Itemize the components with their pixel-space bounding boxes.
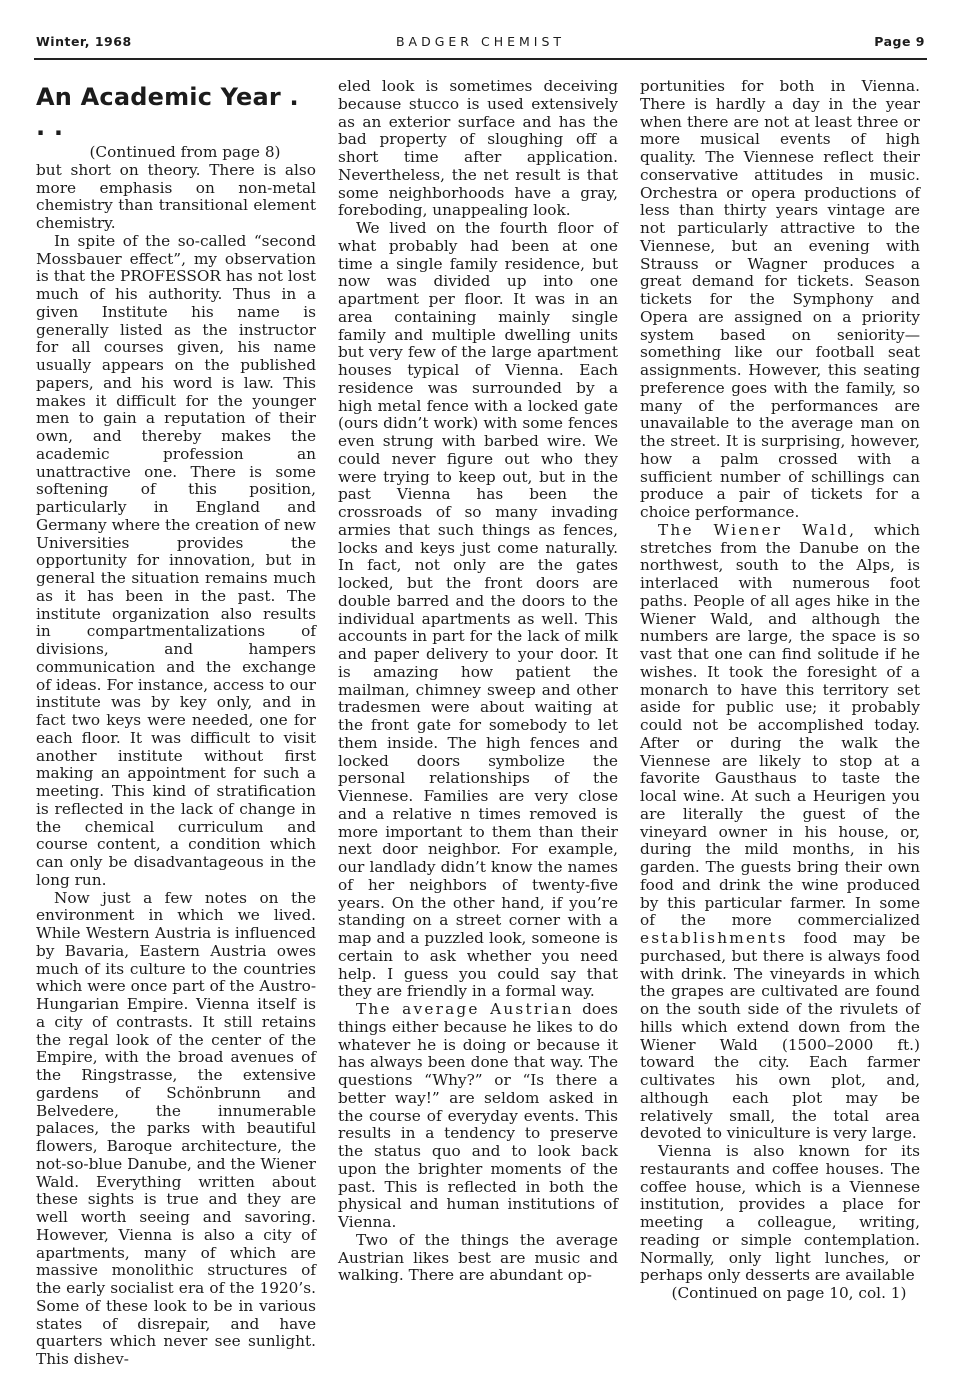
paragraph: eled look is sometimes deceiving because stucco is used extensively as an exterior surface and has the bad property of sloughing off a short time after application. Nevertheless, the net result is that some neighborhoods have a gray, foreboding, unappealing look.	[338, 77, 618, 220]
paragraph: Now just a few notes on the environment in which we lived. While Western Austria is influenced by Bavaria, Eastern Austria owes much of its culture to the countries which were once part of the Austro-Hungarian Empire. Vienna itself is a city of contrasts. It still retains the regal look of the center of the Empire, with the broad avenues of the Ringstrasse, the extensive gardens of Schönbrunn and Belvedere, the innumerable palaces, the parks with beautiful flowers, Baroque architecture, the not-so-blue Danube, and the Wiener Wald. Everything written about these sights is true and they are well worth seeing and savoring. However, Vienna is also a city of apartments, many of which are massive monolithic structures of the early socialist era of the 1920’s. Some of these look to be in various states of disrepair, and have quarters which never see sunlight. This dishev-	[36, 888, 316, 1368]
column-1	[36, 78, 316, 1369]
column-3	[640, 78, 920, 1303]
issue-date: Winter, 1968	[36, 34, 132, 49]
journal-title: BADGER CHEMIST	[395, 34, 566, 49]
paragraph: Two of the things the average Austrian likes best are music and walking. There are abundant op-	[338, 1230, 618, 1285]
article-title: An Academic Year . . .	[36, 83, 299, 141]
page-header	[36, 34, 925, 54]
paragraph: We lived on the fourth floor of what probably had been at one time a single family residence, but now was divided up into one apartment per floor. It was in an area containing mainly single family and multiple dwelling units but very few of the large apartment houses typical of Vienna. Each residence was surrounded by a high metal fence with a locked gate (ours didn’t work) with some fences even strung with barbed wire. We could never figure out who they were trying to keep out, but in the past Vienna has been the crossroads of so many invading armies that such things as fences, locks and keys just come naturally. In fact, not only are the gates locked, but the front doors are double barred and the doors to the individual apartments as well. This accounts in part for the lack of milk and paper delivery to your door. It is amazing how patient the mailman, chimney sweep and other tradesmen were about waiting at the front gate for somebody to let them inside. The high fences and locked doors symbolize the personal relationships of the Viennese. Families are very close and a relative n times removed is more important to them than their next door neighbor. For example, our landlady didn’t know the names of her neighbors of twenty-five years. On the other hand, if you’re standing on a street corner with a map and a puzzled look, someone is certain to ask whether you need help. I guess you could say that they are friendly in a formal way.	[338, 219, 618, 1001]
paragraph: portunities for both in Vienna. There is hardly a day in the year when there are not at least three or more musical events of high quality. The Viennese reflect their conservative attitudes in music. Orchestra or opera productions of less than thirty years vintage are not particularly attractive to the Viennese, but an evening with Strauss or Wagner produces a great demand for tickets. Season tickets for the Symphony and Opera are assigned on a priority system based on seniority—something like our football seat assignments. However, this seating preference goes with the family, so many of the performances are unavailable to the average man on the street. It is surprising, however, how a palm crossed with a sufficient number of schillings can produce a pair of tickets for a choice performance.	[640, 77, 920, 521]
header-rule	[34, 58, 927, 60]
page-number: Page 9	[874, 34, 925, 49]
lead-in: The Wiener Wald,	[658, 520, 857, 539]
column-2	[338, 78, 618, 1285]
lead-in: The average Austrian	[356, 1000, 574, 1018]
paragraph: but short on theory. There is also more emphasis on non-metal chemistry than transitional element chemistry.	[36, 160, 316, 232]
paragraph: Vienna is also known for its restaurants and coffee houses. The coffee house, which is a Viennese institution, provides a place for meeting a colleague, writing, reading or simple contemplation. Normally, only light lunches, or perhaps only desserts are available	[640, 1142, 920, 1285]
paragraph: In spite of the so-called “second Mossbauer effect”, my observation is that the PROFESSOR has not lost much of his authority. Thus in a given Institute his name is generally listed as the instructor for all courses given, his name usually appears on the published papers, and his word is law. This makes it difficult for the younger men to gain a reputation of their own, and thereby makes the academic profession an unattractive one. There is some softening of this position, particularly in England and Germany where the creation of new Universities provides the opportunity for innovation, but in general the situation remains much as it has been in the past. The institute organization also results in compartmentalizations of divisions, and hampers communication and the exchange of ideas. For instance, access to our institute was by key only, and in fact two keys were needed, one for each floor. It was difficult to visit another institute without first making an appointment for such a meeting. This kind of stratification is reflected in the lack of change in the chemical curriculum and course content, a condition which can only be disadvantageous in the long run.	[36, 231, 316, 889]
paragraph: The average Austrian does things either because he likes to do whatever he is doing or because it has always been done that way. The questions “Why?” or “Is there a better way!” are seldom asked in the course of everyday events. This results in a tendency to preserve the status quo and to look back upon the brighter moments of the past. This is reflected in both the physical and human institutions of Vienna.	[338, 1000, 618, 1231]
continued-on: (Continued on page 10, col. 1)	[671, 1284, 907, 1302]
paragraph: The Wiener Wald, which stretches from the Danube on the northwest, south to the Alps, is interlaced with numerous foot paths. People of all ages hike in the Wiener Wald, and although the numbers are large, the space is so vast that one can find solitude if he wishes. It took the foresight of a monarch to have this territory set aside for public use; it probably could not be accomplished today. After or during the walk the Viennese are likely to stop at a favorite Gausthaus to taste the local wine. At such a Heurigen you are literally the guest of the vineyard owner in his house, or, during the mild months, in his garden. The guests bring their own food and drink the wine produced by this particular farmer. In some of the more commercialized establishments food may be purchased, but there is always food with drink. The vineyards in which the grapes are cultivated are found on the south side of the rivulets of hills which extend down from the Wiener Wald (1500–2000 ft.) toward the city. Each farmer cultivates his own plot, and, although each plot may be relatively small, the total area devoted to viniculture is very large.	[640, 520, 920, 1143]
continued-from: (Continued from page 8)	[89, 143, 281, 161]
